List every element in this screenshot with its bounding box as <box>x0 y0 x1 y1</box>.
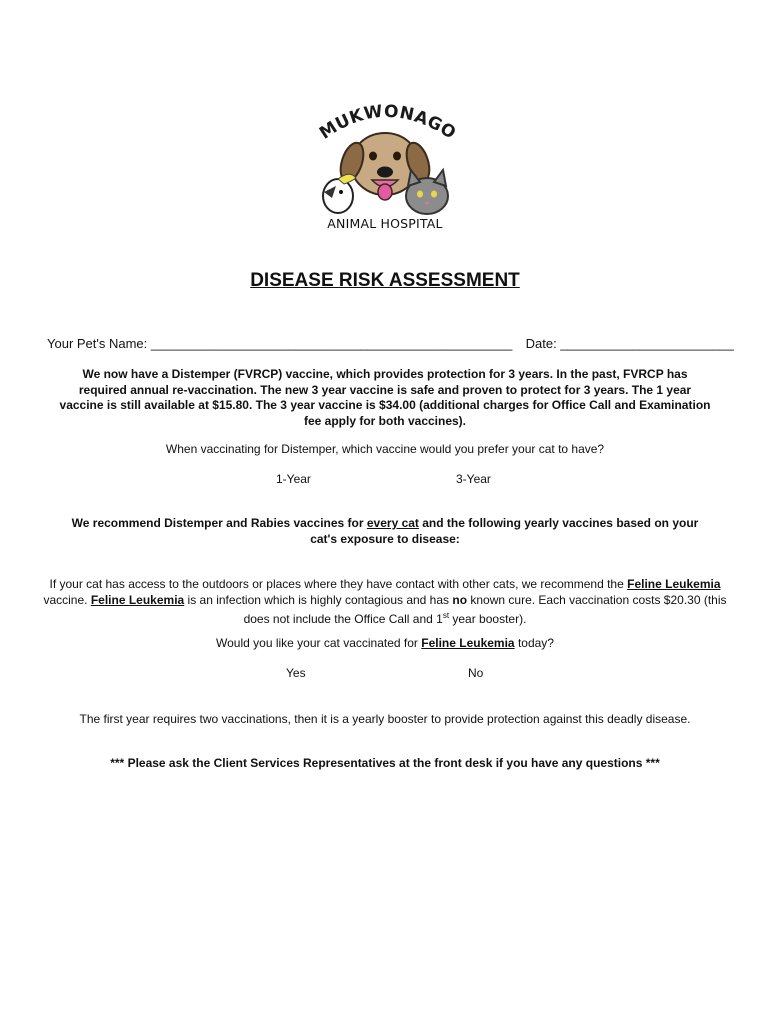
logo-subtitle: ANIMAL HOSPITAL <box>327 216 443 231</box>
leukemia-question-text-2: today? <box>514 636 554 650</box>
hospital-logo <box>310 100 460 238</box>
leukemia-option-yes[interactable]: Yes <box>286 666 306 680</box>
logo-arched-text: MUKWONAGO <box>316 101 460 144</box>
recommendation-part-1: We recommend Distemper and Rabies vaccines for <box>71 516 367 530</box>
date-label: Date: <box>525 336 557 351</box>
distemper-notice: We now have a Distemper (FVRCP) vaccine, which provides protection for 3 years. In the past, FVRCP has required annual re-vaccination. The new 3 year vaccine is safe and proven to protect for 3 years. The 1 year vaccine is still available at $15.80. The 3 year vaccine is $34.00 (additional charges for Office Call and Examination fee apply for both vaccines). <box>59 367 711 428</box>
recommendation-emphasis: every cat <box>366 516 419 530</box>
leukemia-option-no[interactable]: No <box>468 666 484 680</box>
recommendation-part-2: and the following yearly vaccines based on your cat's exposure to disease: <box>310 516 699 546</box>
leukemia-text-1: If your cat has access to the outdoors or places where they have contact with other cats, we recommend the <box>49 577 628 591</box>
recommendation-text <box>58 516 712 547</box>
leukemia-superscript: st <box>442 611 450 620</box>
leukemia-term-1: Feline Leukemia <box>627 577 721 591</box>
leukemia-term-2: Feline Leukemia <box>90 592 185 607</box>
leukemia-paragraph <box>40 577 730 628</box>
leukemia-text-5: year booster). <box>449 612 527 626</box>
pet-name-field[interactable]: __________________________________________________ <box>150 336 513 351</box>
date-field[interactable]: ________________________ <box>560 336 734 351</box>
booster-note: The first year requires two vaccinations, then it is a yearly booster to provide protection against this deadly disease. <box>79 712 691 726</box>
pet-name-label: Your Pet's Name: <box>47 336 148 351</box>
leukemia-question <box>40 636 730 652</box>
distemper-option-3-year[interactable]: 3-Year <box>456 472 491 486</box>
leukemia-text-4: known cure. Each vaccination costs $20.30 (this does not include the Office Call and 1 <box>243 592 727 626</box>
pet-info-row <box>47 336 734 351</box>
distemper-option-1-year[interactable]: 1-Year <box>276 472 311 486</box>
distemper-question: When vaccinating for Distemper, which vaccine would you prefer your cat to have? <box>165 442 605 456</box>
leukemia-question-term: Feline Leukemia <box>421 636 515 650</box>
leukemia-text-3: is an infection which is highly contagious and has <box>184 592 453 607</box>
leukemia-text-2: vaccine. <box>43 592 91 607</box>
leukemia-no-word: no <box>452 592 468 607</box>
leukemia-question-text-1: Would you like your cat vaccinated for <box>216 636 422 650</box>
footer-note: *** Please ask the Client Services Representatives at the front desk if you have any questions *** <box>110 756 660 770</box>
page-title: DISEASE RISK ASSESSMENT <box>250 270 520 291</box>
